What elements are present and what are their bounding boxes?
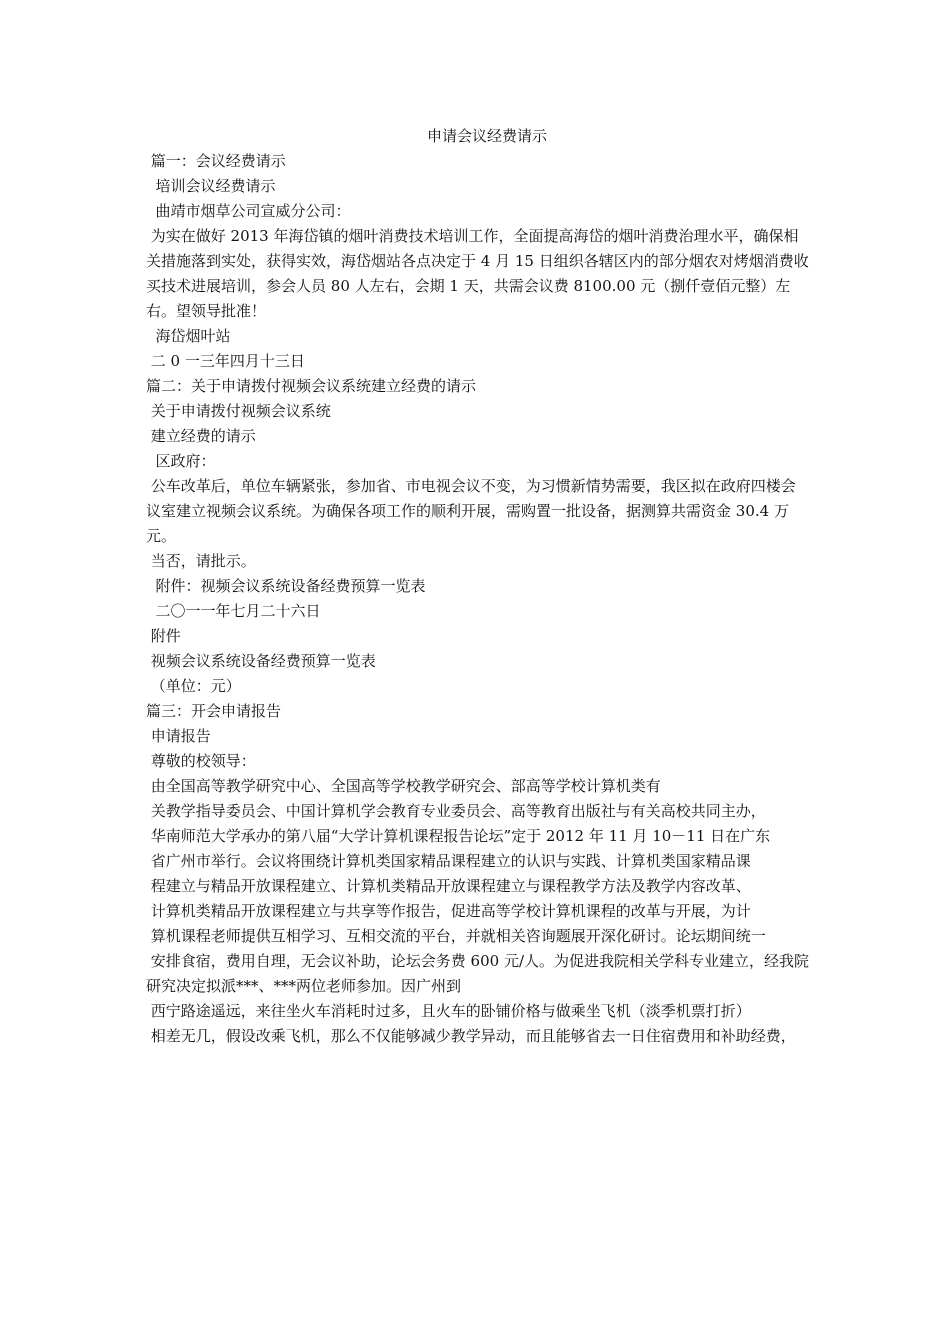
paragraph-line: 尊敬的校领导： bbox=[146, 752, 256, 770]
paragraph-line: 算机课程老师提供互相学习、互相交流的平台，并就相关咨询题展开深化研讨。论坛期间统一 bbox=[146, 927, 766, 945]
paragraph-line: 区政府： bbox=[146, 452, 216, 470]
paragraph-line: 计算机类精品开放课程建立与共享等作报告，促进高等学校计算机课程的改革与开展，为计 bbox=[146, 902, 751, 920]
document-title: 申请会议经费请示 bbox=[426, 127, 547, 145]
paragraph-line: 程建立与精品开放课程建立、计算机类精品开放课程建立与课程教学方法及教学内容改革、 bbox=[146, 877, 751, 895]
paragraph-line: （单位：元） bbox=[146, 677, 241, 695]
paragraph-line: 关于申请拨付视频会议系统 bbox=[146, 402, 331, 420]
paragraph-line: 公车改革后，单位车辆紧张，参加省、市电视会议不变，为习惯新情势需要，我区拟在政府四楼会议室建立视频会议系统。为确保各项工作的顺利开展，需购置一批设备，据测算共需资金 30.4 万元。 bbox=[146, 477, 796, 545]
paragraph-line: 二〇一一年七月二十六日 bbox=[146, 602, 321, 620]
paragraph-line: 附件：视频会议系统设备经费预算一览表 bbox=[146, 577, 426, 595]
document-page bbox=[146, 124, 810, 1049]
paragraph-line: 海岱烟叶站 bbox=[146, 327, 231, 345]
paragraph-line: 视频会议系统设备经费预算一览表 bbox=[146, 652, 376, 670]
paragraph-line: 培训会议经费请示 bbox=[146, 177, 276, 195]
paragraph-line: 省广州市举行。会议将围绕计算机类国家精品课程建立的认识与实践、计算机类国家精品课 bbox=[146, 852, 751, 870]
paragraph-line: 曲靖市烟草公司宣威分公司： bbox=[146, 202, 351, 220]
paragraph-line: 安排食宿，费用自理，无会议补助，论坛会务费 600 元/人。为促进我院相关学科专业建立，经我院研究决定拟派***、***两位老师参加。因广州到 bbox=[146, 952, 810, 995]
paragraph-line: 建立经费的请示 bbox=[146, 427, 256, 445]
paragraph-line: 当否，请批示。 bbox=[146, 552, 256, 570]
paragraph-line: 篇二：关于申请拨付视频会议系统建立经费的请示 bbox=[146, 377, 477, 395]
paragraph-line: 申请报告 bbox=[146, 727, 211, 745]
paragraph-line: 华南师范大学承办的第八届“大学计算机课程报告论坛”定于 2012 年 11 月 10－11 日在广东 bbox=[146, 827, 771, 845]
paragraph-line: 篇一：会议经费请示 bbox=[146, 152, 286, 170]
paragraph-line: 二 0 一三年四月十三日 bbox=[146, 352, 305, 370]
document-body bbox=[146, 149, 810, 1049]
paragraph-line: 由全国高等教学研究中心、全国高等学校教学研究会、部高等学校计算机类有 bbox=[146, 777, 661, 795]
paragraph-line: 篇三：开会申请报告 bbox=[146, 702, 282, 720]
paragraph-line: 关教学指导委员会、中国计算机学会教育专业委员会、高等教育出版社与有关高校共同主办， bbox=[146, 802, 766, 820]
paragraph-line: 为实在做好 2013 年海岱镇的烟叶消费技术培训工作，全面提高海岱的烟叶消费治理水平，确保相关措施落到实处，获得实效，海岱烟站各点决定于 4 月 15 日组织各辖区内的部分烟农对烤烟消费收买技术进展培训，参会人员 80 人左右，会期 1 天，共需会议费 8100.00 元（捌仟壹佰元整）左右。望领导批准！ bbox=[146, 227, 809, 320]
paragraph-line: 西宁路途遥远，来往坐火车消耗时过多，且火车的卧铺价格与做乘坐飞机（淡季机票打折） bbox=[146, 1002, 751, 1020]
paragraph-line: 附件 bbox=[146, 627, 181, 645]
paragraph-line: 相差无几，假设改乘飞机，那么不仅能够减少教学异动，而且能够省去一日住宿费用和补助经费， bbox=[146, 1027, 796, 1045]
